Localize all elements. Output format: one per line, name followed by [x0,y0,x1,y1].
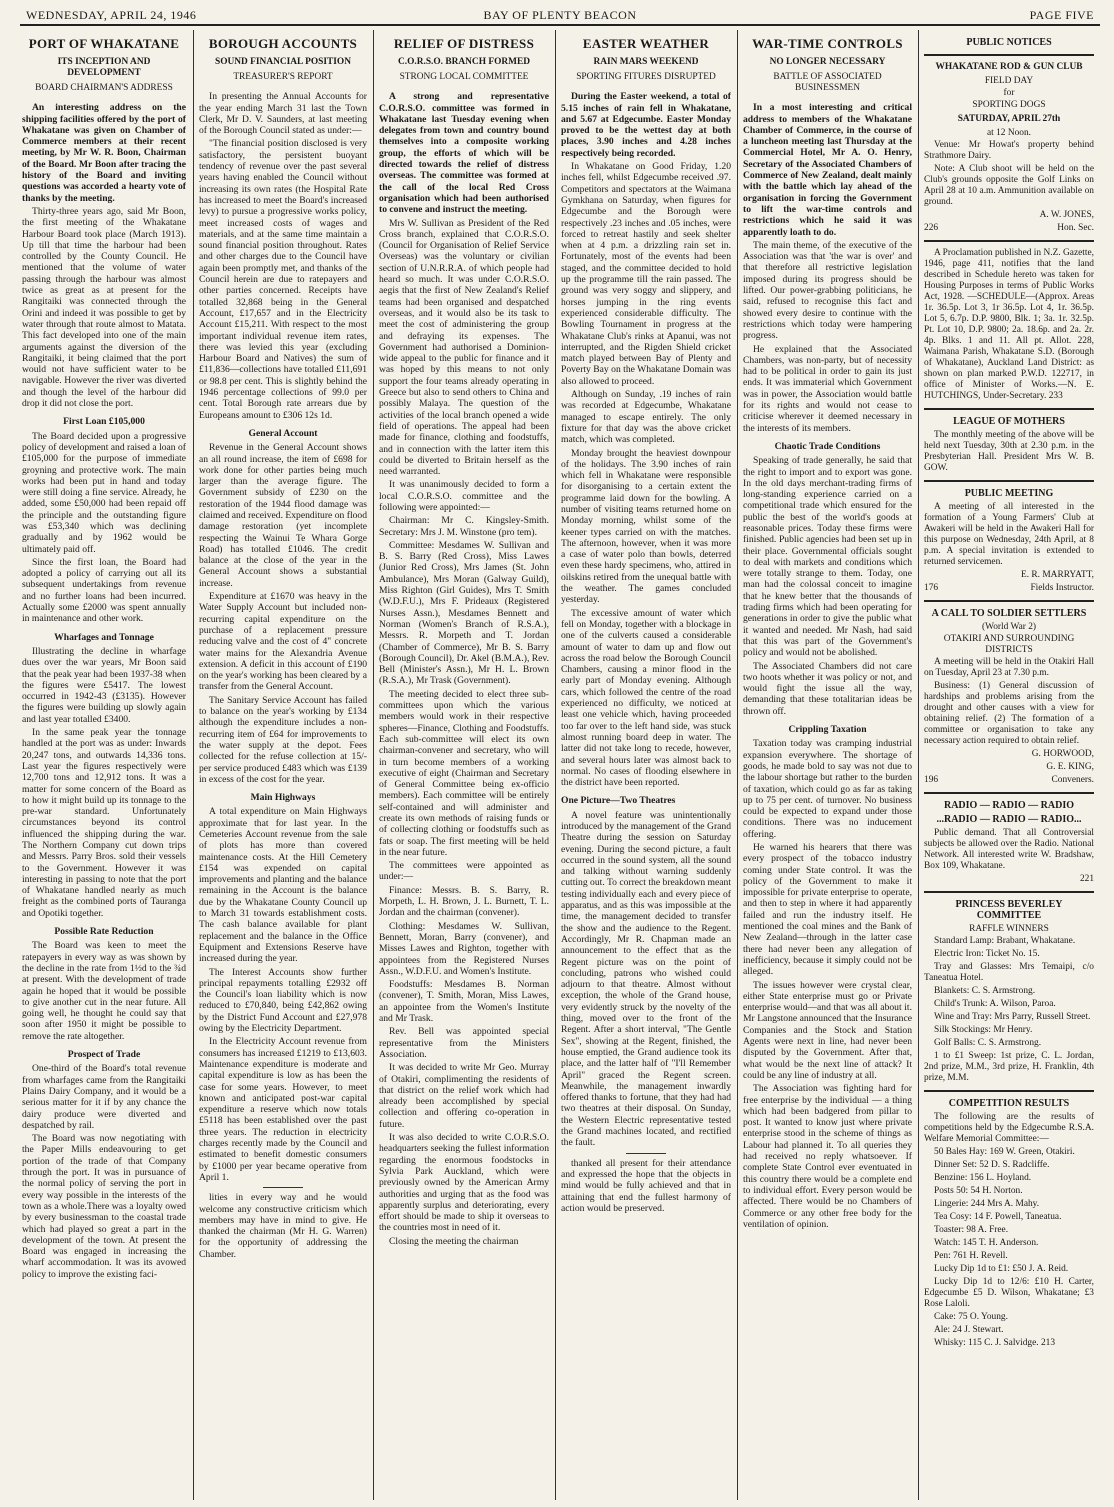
paragraph: In Whakatane on Good Friday, 1.20 inches fell, whilst Edgecumbe received .97. Competitors and spectators at the Waimana Gymkhana on Saturday, when figures for Edgecumbe and the Borough were respectively .23 inches and .05 inches, were forced to retreat hastily and seek shelter when at 4 p.m. a drizzling rain set in. Fortunately, most of the events had been staged, and the committee decided to hold up the programme till the rain passed. The ground was very soggy and slippery, and horses jumping in the ring events experienced considerable difficulty. The Bowling Tournament in progress at the Whakatane Club's rinks at Apanui, was not interrupted, and the Rigden Shield cricket match played between Bay of Plenty and Poverty Bay on the Whakatane Domain was also allowed to proceed. [561,161,731,387]
paragraph: In the same peak year the tonnage handled at the port was as under: Inwards 20,247 tons, and outwards 14,336 tons. Last year the figures respectively were 12,700 tons and 12,912 tons. It was a matter for some concern of the Board as to how it might build up its tonnage to the pre-war standard. Unfortunately circumstances beyond its control influenced the shipping during the war. The Northern Company cut down trips and Messrs. Parry Bros. sold their vessels to the Government. However it was interesting in passing to note that the port of Whakatane handled nearly as much freight as the combined ports of Tauranga and Opotiki together. [22,727,186,919]
paragraph: Chairman: Mr C. Kingsley-Smith. Secretary: Mrs J. M. Winstone (pro tem). [379,515,549,538]
list-item: Dinner Set: 52 D. S. Radcliffe. [934,1160,1050,1170]
list-item: Wine and Tray: Mrs Parry, Russell Street. [934,1012,1091,1022]
paragraph: The Sanitary Service Account has failed to balance on the year's working by £134 although the expenditure includes a non-recurring item of £64 for improvements to the water supply at the depot. Fees collected for the refuse collection at 15/- per service produced £483 which was £139 in excess of the cost for the year. [199,694,367,785]
section-heading: General Account [248,427,318,439]
paragraph: It was decided to write Mr Geo. Murray of Otakiri, complimenting the residents of that district on the relief work which had already been accomplished by special collection and offering co-operation in future. [379,1062,549,1130]
section-heading: Crippling Taxation [788,724,867,736]
article-war-time-controls [743,34,912,1499]
list-item: Posts 50: 54 H. Norton. [934,1186,1023,1196]
column-divider [918,30,919,1500]
article-port-of-whakatane [22,34,186,1499]
list-item: 1 to £1 Sweep: 1st prize, C. L. Jordan, 2nd prize, M.M., 3rd prize, H. Franklin, 4th prize, M.M. [924,1051,1094,1083]
list-item: Whisky: 115 C. J. Salvidge. 213 [934,1338,1056,1348]
section-heading: Main Highways [250,792,316,804]
notice-signature: G. HORWOOD, [1031,749,1094,759]
column-divider [193,30,194,1500]
paragraph: Expenditure at £1670 was heavy in the Water Supply Account but included non-recurring capital expenditure on the purchase of a replacement pressure reducing valve and the cost of 4" concrete water mains for the Alexandria Avenue extension. A deficit in this account of £190 on the year's working has been cleared by a transfer from the General Account. [199,591,367,693]
notice-number: 176 [924,583,939,593]
paragraph: A total expenditure on Main Highways approximate that for last year. In the Cemeteries Account revenue from the sale of plots has more than covered maintenance costs. At the Hill Cemetery £154 was expended on capital improvements and planting and the balance remaining in the Account is the balance due by the Whakatane County Council up to March 31 towards establishment costs. The cash balance available for plant replacement and the balance in the Office Equipment and Extensions Reserve have increased during the year. [199,806,367,965]
list-item: Pen: 761 H. Revell. [934,1251,1008,1261]
notice-title: ...RADIO — RADIO — RADIO... [936,814,1082,825]
article-relief-of-distress [379,34,549,1499]
notice-paragraph: A meeting of all interested in the formation of a Young Farmers' Club at Awakeri will be held in the Awakeri Hall for this purpose on Wednesday, 24th April, at 8 p.m. A special invitation is extended to returned servicemen. [924,502,1094,567]
list-item: Silk Stockings: Mr Henry. [934,1025,1033,1035]
divider [924,54,1094,56]
notice-role: Hon. Sec. [1057,223,1094,233]
notice-signature: G. E. KING, [1046,762,1094,772]
notice-time: at 12 Noon. [986,128,1031,138]
paragraph: The meeting decided to elect three sub-committees upon which the various members would work in their respective spheres—Finance, Clothing and Foodstuffs. Each sub-committee will elect its own chairman-convener and secretary, who will in turn become members of a working executive of eight (Chairman and Secretary of General Committee being ex-officio members). Each committee will be entirely self-contained and will administer and create its own methods of raising funds or of collecting clothing or foodstuffs such as fats or soap. The first meeting will be held in the near future. [379,688,549,858]
paragraph: Foodstuffs: Mesdames B. Norman (convener), T. Smith, Moran, Miss Lawes, an appointee from the Women's Institute and Mr Trask. [379,979,549,1025]
list-item: Blankets: C. S. Armstrong. [934,986,1036,996]
headline: WAR-TIME CONTROLS [752,36,903,51]
list-item: 50 Bales Hay: 169 W. Green, Otakiri. [934,1147,1075,1157]
paragraph: The issues however were crystal clear, either State enterprise must go or Private enterprise would—and that was all about it. Mr Langstone announced that the Insurance Companies and the Stock and Station Agents were next in line, had never been disputed by the Government. After that, what would be the next line of attack? It could be any line of industry at all. [743,979,912,1081]
paragraph: The Association was fighting hard for free enterprise by the individual — a thing which had been badgered from pillar to post. It wanted to know just where private enterprise stood in the scheme of things as Labour had planned it. To all queries they had received no reply whatsoever. If complete State Control ever eventuated in this country there would be a complete end to individual effort. Every person would be affected. There would be no Chambers of Commerce or any other free body for the ventilation of opinion. [743,1083,912,1230]
notice-paragraph: The monthly meeting of the above will be held next Tuesday, 30th at 2.30 p.m. in the Presbyterian Hall. President Mrs W. B. GOW. [924,430,1094,473]
list-item: Standard Lamp: Brabant, Whakatane. [934,936,1076,946]
paragraph: Illustrating the decline in wharfage dues over the war years, Mr Boon said that the peak year had been 1937-38 when the figures were £5417. The lowest occurred in 1942-43 (£3135). However the figures were building up slowly again and last year totalled £3400. [22,645,186,725]
notice-title: PRINCESS BEVERLEY COMMITTEE [955,899,1063,921]
notice-title: LEAGUE OF MOTHERS [953,416,1065,427]
notice-paragraph: Business: (1) General discussion of hardships and problems arising from the drought and other causes with a view for obtaining relief. (2) The formation of a committee or organisation to take any necessary action required to obtain relief. [924,681,1094,746]
subheadline: C.O.R.S.O. BRANCH FORMED [397,57,531,68]
notice-signature: A. W. JONES, [1039,210,1094,220]
notice-role: Conveners. [1051,775,1094,785]
paragraph: Speaking of trade generally, he said that the right to import and to export was gone. In the old days merchant-trading firms of long-standing experience carried on a competitional trade which ensured for the public the best of the world's goods at reasonable prices. Today these firms were finished. Public agencies had been set up in their place. Governmental officials sought to deal with markets and conditions which were totally strange to them. Today, one man had the colossal conceit to imagine that he knew better that the thousands of trading firms which had been operating for generations in order to give the public what it wanted and needed. Mr Nash, had said that this was part of the Government's policy and would not be abolished. [743,455,912,659]
paragraph: The Board was now negotiating with the Paper Mills endeavouring to get portion of the trade of that Company through the port. It was in pursuance of the normal policy of serving the port in every way possible in the interests of the town as a whole.There was a loyalty owed by every businessman to the coastal trade which had played so great a part in the development of the town. At present the Board was engaged in increasing the wharf accommodation. It was its avowed policy to improve the existing faci- [22,1133,186,1280]
notice-line: SPORTING DOGS [972,100,1046,110]
notice-title: WHAKATANE ROD & GUN CLUB [935,62,1083,72]
headline: BOROUGH ACCOUNTS [208,36,358,51]
list-item: Lingerie: 244 Mrs A. Mahy. [934,1199,1040,1209]
paragraph: The Board was keen to meet the ratepayers in every way as was shown by the decline in the rate from 1½d to the ¾d at present. With the development of trade again he hoped that it would be possible to give another cut in the near future. All going well, he thought he could say that soon after 1950 it might be possible to remove the rate altogether. [22,940,186,1042]
paragraph: One-third of the Board's total revenue from wharfages came from the Rangitaiki Plains Dairy Company, and it would be a serious matter for it if by any chance the dairy produce were diverted and despatched by rail. [22,1063,186,1131]
section-heading: One Picture—Two Theatres [561,795,676,807]
list-item: Child's Trunk: A. Wilson, Paroa. [934,999,1056,1009]
divider [263,1187,303,1188]
raffle-list [924,936,1094,1084]
notice-date: SATURDAY, APRIL 27th [957,114,1061,124]
list-item: Lucky Dip 1d to 12/6: £10 H. Carter, Edgecumbe £5 D. Wilson, Whakatane; £3 Rose Laloli. [924,1277,1094,1309]
lead-paragraph: A strong and representative C.O.R.S.O. committee was formed in Whakatane last Tuesday evening when delegates from town and country bound themselves into a composite working group, the efforts of which will be directed towards the relief of distress overseas. The committee was formed at the call of the local Red Cross organisation which had been authorised to convene and instruct the meeting. [379,91,549,216]
list-item: Watch: 145 T. H. Anderson. [934,1238,1039,1248]
lead-paragraph: An interesting address on the shipping facilities offered by the port of Whakatane was given on Chamber of Commerce members at their recent meeting, by Mr W. R. Boon, Chairman of the Board. Mr Boon after tracing the history of the Board and inviting questions was accorded a hearty vote of thanks by the meeting. [22,102,186,204]
notice-footer [924,583,1094,594]
notice-venue: Venue: Mr Howat's property behind Strathmore Dairy. [924,140,1094,161]
list-item: Lucky Dip 1d to £1: £50 J. A. Reid. [934,1264,1069,1274]
divider [924,240,1094,242]
notice-line: RAFFLE WINNERS [969,924,1049,934]
masthead [20,6,1100,26]
lead-paragraph: In a most interesting and critical address to members of the Whakatane Chamber of Commerce, in the course of a luncheon meeting last Thursday at the Commercial Hotel, Mr A. O. Henry, Secretary of the Associated Chambers of Commerce of New Zealand, dealt mainly with the battle which lay ahead of the organisation in forcing the Government to lift the war-time controls and restrictions which he said it was apparently loath to do. [743,102,912,238]
newspaper-name: BAY OF PLENTY BEACON [483,8,637,22]
paragraph: The Board decided upon a progressive policy of development and raised a loan of £105,000 for the purpose of immediate groyning and protective work. The main works had been put in hand and today were still doing a fine service. Already, he added, some £50,000 had been repaid off the principle and the outstanding figure was £53,340 which was declining gradually and by 1962 would be ultimately paid off. [22,430,186,555]
list-item: Golf Balls: C. S. Armstrong. [934,1038,1042,1048]
paragraph: Closing the meeting the chairman [389,1235,519,1247]
notice-number: 196 [924,775,939,785]
paragraph: In the Electricity Account revenue from consumers has increased £1219 to £13,603. Maintenance expenditure is moderate and capital expenditure is low as has been the case for some years. However, to meet known and anticipated post-war capital expenditure a reserve which now totals £5118 has been established over the past three years. The reduction in electricity charges recently made by the Council and estimated to benefit domestic consumers by £1000 per year became operative from April 1. [199,1036,367,1183]
divider [924,408,1094,410]
article-easter-weather [561,34,731,1499]
subheadline: RAIN MARS WEEKEND [593,57,699,68]
list-item: Toaster: 98 A. Free. [934,1225,1009,1235]
results-list [924,1147,1094,1349]
divider [626,1153,666,1154]
notice-paragraph: The following are the results of competitions held by the Edgecumbe R.S.A. Welfare Memorial Committee:— [924,1112,1094,1144]
lead-paragraph: During the Easter weekend, a total of 5.15 inches of rain fell in Whakatane, and 5.67 at Edgecumbe. Easter Monday proved to be the wettest day at both places, 3.90 inches and 4.28 inches respectively being recorded. [561,91,731,159]
paragraph: A novel feature was unintentionally introduced by the management of the Grand Theatre during the session on Saturday evening. During the second picture, a fault occurred in the sound system, all the sound and talking without warning suddenly cutting out. To correct the breakdown meant testing individually each and every piece of apparatus, and as this was impossible at the time, the management decided to transfer the show and the audience to the Regent. Accordingly, Mr R. Chapman made an announcement to the effect that as the Regent picture was on the point of concluding, patrons who wished could adjourn to that theatre. Almost without exception, the whole of the Grand house, very evidently struck by the novelty of the thing, moved over to the front of the Regent. After a short interval, "The Gentle Sex", showing at the Regent, finished, the house emptied, the Grand audience took its place, and the latter half of "I'll Remember April" graced the Regent screen. Meanwhile, the management inwardly offered thanks to fortune, that they had had two theatres at their disposal. On Sunday, the Western Electric representative tested the Grand machines located, and rectified the fault. [561,809,731,1149]
section-heading: Chaotic Trade Conditions [774,440,881,452]
list-item: Cake: 75 O. Young. [934,1312,1008,1322]
paragraph: thanked all present for their attendance and expressed the hope that the objects in mind would be fully achieved and that in attaining that end the fullest harmony of action would be preserved. [561,1157,731,1214]
paragraph: The excessive amount of water which fell on Monday, together with a blockage in one of the culverts caused a considerable amount of water to dam up and flow out across the road below the Borough Council Chambers, causing a minor flood in the early part of Monday evening. Although cars, which followed the centre of the road experienced no difficulty, we noticed at least one vehicle which, having proceeded too far over to the left hand side, was stuck almost running board deep in water. The latter did not take long to recede, however, and several hours later was almost back to normal. No cases of flooding elsewhere in the district have been reported. [561,607,731,789]
notice-title: RADIO — RADIO — RADIO [943,800,1074,811]
column-divider [737,30,738,1500]
paragraph: In presenting the Annual Accounts for the year ending March 31 last the Town Clerk, Mr D. V. Saunders, at last meeting of the Borough Council stated as under:— [199,91,367,137]
paragraph: Mrs W. Sullivan as President of the Red Cross branch, explained that C.O.R.S.O. (Council for Organisation of Relief Service Overseas) was the voluntary or civilian section of U.N.R.R.A. of which people had heard so much. It was under C.O.R.S.O. aegis that the first of New Zealand's Relief teams had been organised and despatched overseas, and it would also be its task to meet the cost of administering the group and defraying its expenses. The Government had authorised a Dominion-wide appeal to the public for finance and it was hoped by this means to not only support the four teams already operating in Greece but also to send others to China and possibly Malaya. The question of the activities of the local branch opened a wide field of operations. The appeal had been made for finance, clothing and foodstuffs, and in connection with the latter item this could be diverted to Britain herself as the need warranted. [379,217,549,478]
divider [924,480,1094,482]
paragraph: Although on Sunday, .19 inches of rain was recorded at Edgecumbe, Whakatane managed to escape entirely. The only fixture for that day was the above cricket match, which was completed. [561,389,731,446]
paragraph: lities in every way and he would welcome any constructive criticism which members may have in mind to give. He thanked the chairman (Mr H. G. Warren) for the opportunity of addressing the Chamber. [199,1192,367,1260]
list-item: Benzine: 156 L. Hoyland. [934,1173,1032,1183]
notice-paragraph: A Proclamation published in N.Z. Gazette, 1946, page 411, notifies that the land described in Schedule hereto was taken for Housing Purposes in terms of Public Works Act, 1928. —SCHEDULE—(Approx. Areas 1r. 36.5p. Lot 3, 1r 36.5p. Lot 4, 1r. 36.5p. Lot 5, 6.7p. D.P. 9800, Blk. 1; 3a. 1r. 32.5p. Pt. Lot 10, D.P. 9800; 2a. 18.6p. and 2a. 2r. 4p. Blks. 1 and 11. All pt. Allot. 228, Waimana Parish, Whakatane S.D. (Borough of Whakatane), Auckland Land District: as shown on plan marked P.W.D. 122717, in office of Minister of Works.—N. E. HUTCHINGS, Under-Secretary. 233 [924,248,1094,401]
section-title: PUBLIC NOTICES [966,37,1052,48]
divider [924,1090,1094,1092]
paragraph: It was unanimously decided to form a local C.O.R.S.O. committee and the following were appointed:— [379,479,549,513]
section-heading: First Loan £105,000 [63,416,145,428]
paragraph: Monday brought the heaviest downpour of the holidays. The 3.90 inches of rain which fell in Whakatane were responsible for disorganising to a certain extent the programme laid down for the bowling. A number of visiting teams returned home on Monday morning, whilst some of the keener types carried on with the matches. The afternoon, however, when it was more a case of water polo than bowls, deterred even these hardy specimens, who, attired in oilskins retired from the unequal battle with the weather. The games concluded yesterday. [561,447,731,606]
page-number: PAGE FIVE [1029,8,1094,22]
notice-line: OTAKIRI AND SURROUNDING DISTRICTS [943,634,1075,655]
subheadline: STRONG LOCAL COMMITTEE [399,72,529,83]
paragraph: He explained that the Associated Chambers, was non-party, but of necessity had to be political in order to gain its just ends. It was immaterial which Government was in power, the Association would battle for its rights and would not cease to criticise wherever it deemed necessary in the interests of its members. [743,343,912,434]
paragraph: "The financial position disclosed is very satisfactory, the persistent buoyant tendency of revenue over the past several years having enabled the Council without increasing its own rates (the Hospital Rate has increased to meet the Board's increased levy) to pursue a progressive works policy, meet increased costs of wages and materials, and at the same time maintain a sound financial position throughout. Rates and other charges due to the Council have again been promptly met, and thanks of the Council herein are due to ratepayers and other parties concerned. Receipts have totalled 32,868 being in the General Account, £17,657 and in the Electricity Account £15,211. With respect to the most important individual revenue item rates, there was levied this year (excluding Harbour Board and Natives) the sum of £11,836—collections have totalled £11,691 or 98.8 per cent. This is slightly behind the 1946 percentage collections of 99.0 per cent. Total Borough rate arrears due by Europeans amount to £306 12s 1d. [199,138,367,421]
section-heading: Prospect of Trade [67,1049,141,1061]
section-heading: Possible Rate Reduction [54,926,154,938]
notice-line: FIELD DAY [984,76,1034,86]
notice-paragraph: A meeting will be held in the Otakiri Hall on Tuesday, April 23 at 7.30 p.m. [924,657,1094,678]
paragraph: The main theme, of the executive of the Association was that 'the war is over' and that therefore all restrictive legislation imposed during its progress should be lifted. Our power-grabbing politicians, he said, refused to recognise this fact and showed every desire to continue with the restrictions which today were hampering progress. [743,239,912,342]
subheadline: BATTLE OF ASSOCIATED BUSINESSMEN [773,72,882,94]
notice-role: Fields Instructor. [1030,583,1094,593]
list-item: Tea Cosy: 14 F. Powell, Taneatua. [934,1212,1062,1222]
paragraph: Finance: Messrs. B. S. Barry, R. Morpeth, L. H. Brown, J. L. Burnett, T. L. Jordan and the chairman (convener). [379,884,549,919]
notice-line: (World War 2) [981,622,1037,632]
notice-title: PUBLIC MEETING [964,488,1054,499]
paragraph: Committee: Mesdames W. Sullivan and B. S. Barry (Red Cross), Miss Lawes (Junior Red Cross), Mrs James (St. John Ambulance), Mrs Moran (Galway Guild), Miss Righton (Girl Guides), Mrs T. Smith (W.D.F.U.), Mrs F. Prideaux (Registered Nurses Assn.), Mesdames Bennett and Norman (Women's Branch of R.S.A.), Messrs. R. Morpeth and T. Jordan (Chamber of Commerce), Mr B. S. Barry (Borough Council), Dr. Akel (B.M.A.), Rev. Bell (Minister's Assn.), Mr H. L. Brown (R.S.A.), Mr Trask (Government). [379,539,549,687]
subheadline: BOARD CHAIRMAN'S ADDRESS [35,83,173,94]
subheadline: SOUND FINANCIAL POSITION [215,57,351,68]
notice-footer [924,775,1094,786]
public-notices-column [924,34,1094,1499]
subheadline: TREASURER'S REPORT [233,72,333,83]
paragraph: Revenue in the General Account shows an all round increase, the item of £698 for work done for other parties being much larger than the average figure. The Government subsidy of £230 on the restoration of the 1944 flood damage was claimed and received. Expenditure on flood damage restoration (yet incomplete respecting the Wainui Te Whara Gorge Road) has totalled £1046. The credit balance at the close of the year in the General Account shows a substantial increase. [199,442,367,589]
section-heading: Wharfages and Tonnage [54,631,154,643]
notice-paragraph: Public demand. That all Controversial subjects be allowed over the Radio. National Network. All interested write W. Bradshaw, Box 109, Whakatane. [924,828,1094,871]
column-divider [373,30,374,1500]
divider [924,891,1094,893]
subheadline: ITS INCEPTION AND DEVELOPMENT [57,57,151,79]
notice-title: COMPETITION RESULTS [948,1098,1070,1109]
notice-number: 221 [1079,874,1094,884]
paragraph: The Interest Accounts show further principal repayments totalling £2932 off the Council's loan liability which is now reduced to £70,840, being £42,862 owing by the District Fund Account and £27,978 owing by the Electricity Department. [199,966,367,1035]
subheadline: SPORTING FITURES DISRUPTED [576,72,716,83]
paragraph: Rev. Bell was appointed special representative from the Ministers Association. [379,1026,549,1060]
notice-footer [924,223,1094,234]
headline: PORT OF WHAKATANE [28,36,180,51]
notice-title: A CALL TO SOLDIER SETTLERS [931,608,1087,619]
issue-date: WEDNESDAY, APRIL 24, 1946 [26,8,197,22]
divider [924,600,1094,602]
column-divider [555,30,556,1500]
list-item: Electric Iron: Ticket No. 15. [934,949,1040,959]
paragraph: Thirty-three years ago, said Mr Boon, the first meeting of the Whakatane Harbour Board took place (March 1913). Up till that time the harbour had been controlled by the County Council. He mentioned that the volume of water passing through the harbour was almost twice as great as at present for the Rangitaiki was connected through the Orini and indeed it was possible to get by water through that route almost to Matata. This fact developed into one of the main arguments against the diversion of the Rangitaiki, it being claimed that the port would not have sufficient water to be navigable. However the river was diverted and though the level of the harbour did drop it did not close the port. [22,205,186,410]
divider [924,792,1094,794]
paragraph: He warned his hearers that there was every prospect of the tobacco industry coming under State control. It was the policy of the Government to make it impossible for private enterprise to operate, and then to step in where it had apparently failed and run the industry itself. He mentioned the coal mines and the Bank of New Zealand—through in the latter case there had never been any allegation of inefficiency, because it simply could not be alleged. [743,842,912,978]
notice-paragraph: Note: A Club shoot will be held on the Club's grounds opposite the Golf Links on April 28 at 10 a.m. Ammunition available on ground. [924,164,1094,207]
headline: RELIEF OF DISTRESS [393,36,535,51]
list-item: Ale: 24 J. Stewart. [934,1325,1004,1335]
list-item: Tray and Glasses: Mrs Temaipi, c/o Taneatua Hotel. [924,962,1094,983]
paragraph: The committees were appointed as under:— [379,860,549,883]
paragraph: Clothing: Mesdames W. Sullivan, Bennett, Moran, Barry (convener), and Misses Lawes and Righton, together with appointees from the Registered Nurses Assn., W.D.F.U. and Women's Institute. [379,920,549,977]
paragraph: Taxation today was cramping industrial expansion everywhere. The shortage of goods, he made bold to say was not due to the labour shortage but rather to the burden of taxation, which could go as far as taking up to 75 per cent. of turnover. No business could be expected to expand under those conditions. There was no inducement offering. [743,738,912,840]
paragraph: It was also decided to write C.O.R.S.O. headquarters seeking the fullest information regarding the enormous foodstocks in Sylvia Park Auckland, which were previously owned by the American Army authorities and urging that as the food was apparently surplus and deteriorating, every effort should be made to ship it overseas to the countries most in need of it. [379,1132,549,1234]
article-borough-accounts [199,34,367,1499]
notice-line: for [1003,88,1015,98]
subheadline: NO LONGER NECESSARY [769,57,886,68]
notice-number: 226 [924,223,939,233]
paragraph: Since the first loan, the Board had adopted a policy of carrying out all its subsequent undertakings from revenue and no further loans had been incurred. Actually some £2000 was spent annually in maintenance and other work. [22,556,186,625]
paragraph: The Associated Chambers did not care two hoots whether it was policy or not, and would fight the issue all the way, demanding that these totalitarian ideas be thrown off. [743,660,912,717]
notice-signature: E. R. MARRYATT, [1020,570,1094,580]
headline: EASTER WEATHER [582,36,710,51]
